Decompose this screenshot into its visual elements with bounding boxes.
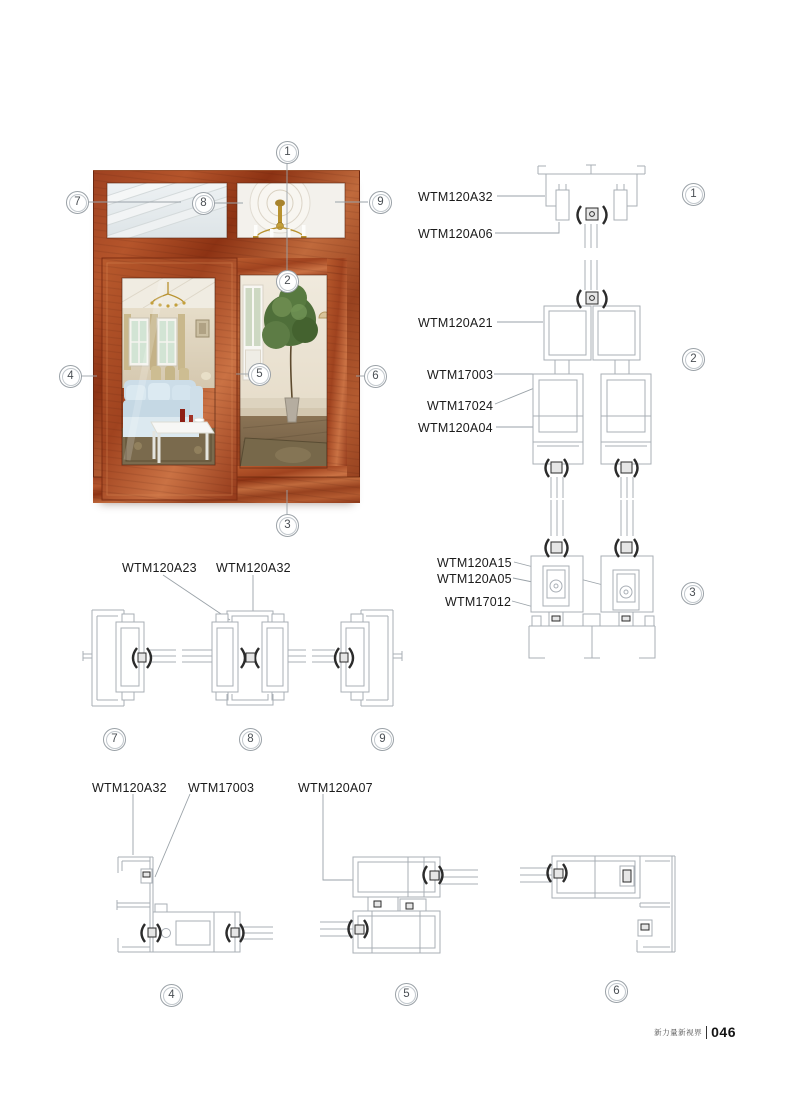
window-photo-art — [93, 170, 360, 503]
part-label-wtm120a23: WTM120A23 — [122, 561, 197, 575]
detail-6-jamb-section-drawing — [520, 856, 675, 952]
sliding-sash-left — [102, 258, 237, 500]
part-label-wtm17012: WTM17012 — [445, 595, 512, 609]
callout-detail-9: 9 — [371, 728, 394, 751]
callout-photo-5: 5 — [248, 363, 271, 386]
callout-detail-2: 2 — [682, 348, 705, 371]
page-number: 046 — [711, 1024, 736, 1040]
detail-1-head-section-drawing — [538, 165, 645, 290]
callout-detail-7: 7 — [103, 728, 126, 751]
detail-4-jamb-section-drawing — [117, 857, 273, 952]
callout-detail-4: 4 — [160, 984, 183, 1007]
part-label-wtm120a06: WTM120A06 — [418, 227, 493, 241]
callout-detail-8: 8 — [239, 728, 262, 751]
callout-photo-1: 1 — [276, 141, 299, 164]
part-label-wtm120a32-mid: WTM120A32 — [216, 561, 291, 575]
part-label-wtm120a05: WTM120A05 — [437, 572, 512, 586]
callout-photo-6: 6 — [364, 365, 387, 388]
detail-8-interlock-section-drawing — [212, 611, 335, 705]
window-product-photo — [93, 170, 360, 503]
footer-divider — [706, 1026, 707, 1039]
part-label-wtm120a15: WTM120A15 — [437, 556, 512, 570]
callout-photo-7: 7 — [66, 191, 89, 214]
callout-photo-2: 2 — [276, 270, 299, 293]
callout-detail-3: 3 — [681, 582, 704, 605]
page-footer — [654, 1024, 736, 1040]
part-label-wtm120a04: WTM120A04 — [418, 421, 493, 435]
part-label-wtm17003-d4: WTM17003 — [188, 781, 255, 795]
footer-slogan: 新力量新视界 — [654, 1027, 703, 1037]
part-label-wtm17003-d2: WTM17003 — [427, 368, 494, 382]
detail-5-meeting-section-drawing — [320, 857, 478, 953]
part-label-wtm120a07: WTM120A07 — [298, 781, 373, 795]
part-label-wtm120a21: WTM120A21 — [418, 316, 493, 330]
callout-photo-8: 8 — [192, 192, 215, 215]
interior-scene-left — [122, 278, 215, 465]
callout-detail-1: 1 — [682, 183, 705, 206]
callout-photo-4: 4 — [59, 365, 82, 388]
detail-9-jamb-section-drawing — [341, 610, 402, 706]
detail-7-jamb-section-drawing — [83, 610, 212, 706]
part-label-wtm17024: WTM17024 — [427, 399, 494, 413]
part-label-wtm120a32-d4: WTM120A32 — [92, 781, 167, 795]
callout-photo-9: 9 — [369, 191, 392, 214]
callout-detail-6: 6 — [605, 980, 628, 1003]
detail-2-transom-section-drawing — [533, 306, 651, 498]
callout-detail-5: 5 — [395, 983, 418, 1006]
detail-3-sill-section-drawing — [529, 500, 655, 658]
callout-photo-3: 3 — [276, 514, 299, 537]
part-label-wtm120a32-d1: WTM120A32 — [418, 190, 493, 204]
